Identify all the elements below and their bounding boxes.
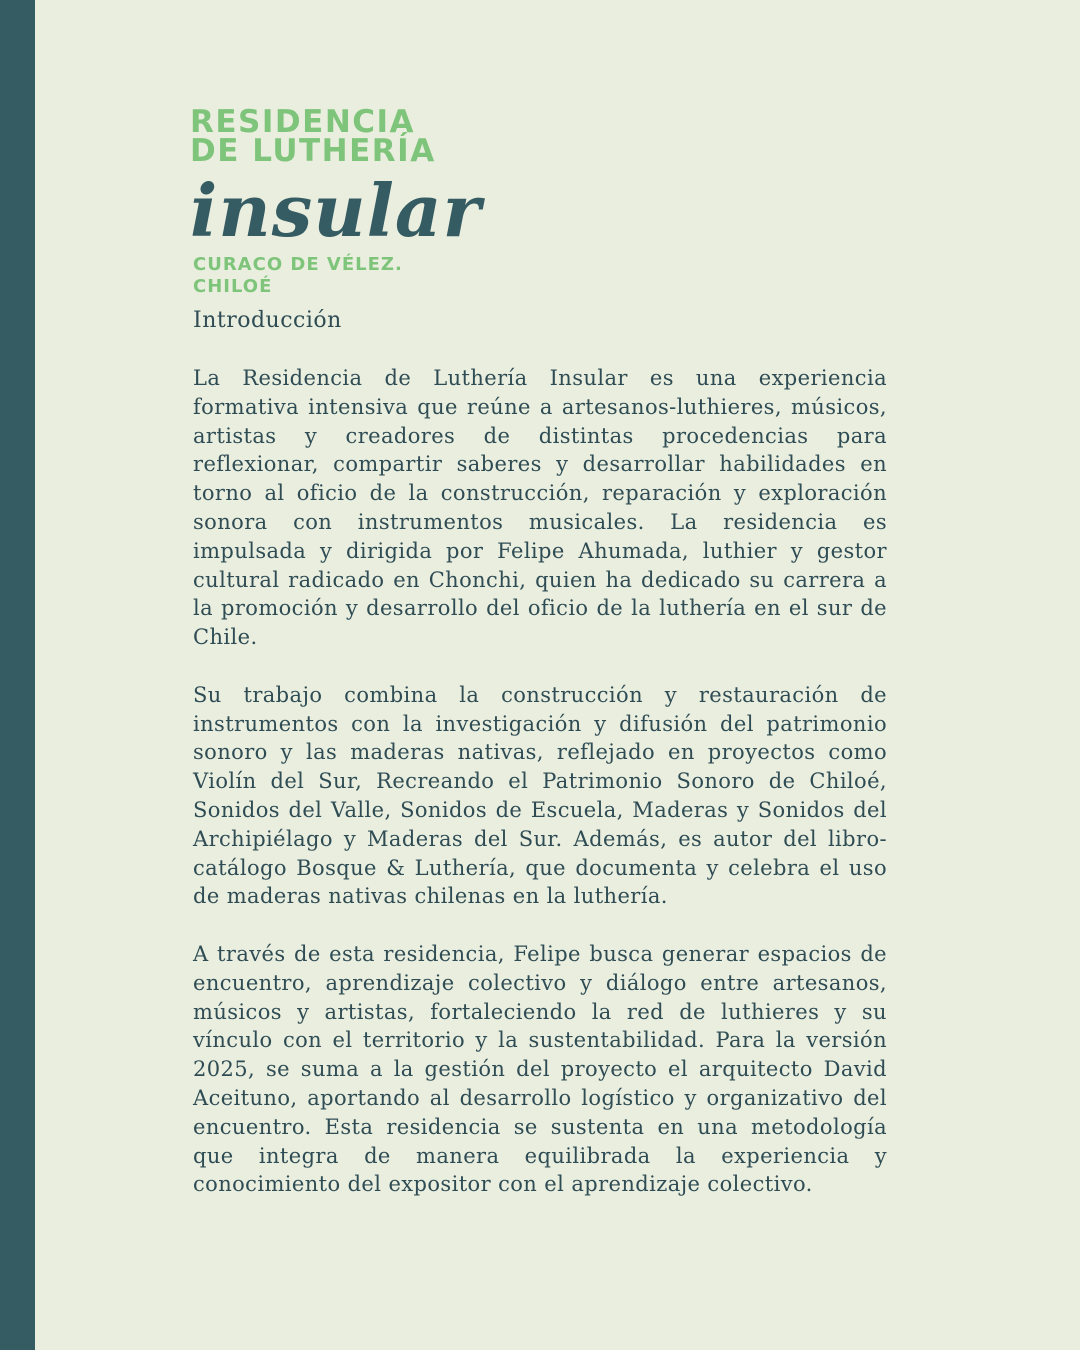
logo-title-line-2: DE LUTHERÍA (190, 133, 436, 169)
logo-title (190, 104, 436, 169)
section-title: Introducción (193, 308, 342, 333)
paragraph-1: La Residencia de Luthería Insular es una experiencia formativa intensiva que reúne a artesanos-luthieres, músicos, artistas y creadores de distintas procedencias para reflexionar, compartir saberes y desarrollar habilidades en torno al oficio de la construcción, reparación y exploración sonora con instrumentos musicales. La residencia es impulsada y dirigida por Felipe Ahumada, luthier y gestor cultural radicado en Chonchi, quien ha dedicado su carrera a la promoción y desarrollo del oficio de la luthería en el sur de Chile. (193, 366, 887, 650)
location (193, 254, 403, 298)
paragraph-2: Su trabajo combina la construcción y restauración de instrumentos con la investigación y difusión del patrimonio sonoro y las maderas nativas, reflejado en proyectos como Violín del Sur, Recreando el Patrimonio Sonoro de Chiloé, Sonidos del Valle, Sonidos de Escuela, Maderas y Sonidos del Archipiélago y Maderas del Sur. Además, es autor del libro-catálogo Bosque & Luthería, que documenta y celebra el uso de maderas nativas chilenas en la luthería. (193, 682, 887, 909)
logo-script-word: insular (190, 168, 482, 253)
body-text (193, 364, 887, 1199)
side-bar (0, 0, 35, 1350)
paragraph-3: A través de esta residencia, Felipe busca generar espacios de encuentro, aprendizaje colectivo y diálogo entre artesanos, músicos y artistas, fortaleciendo la red de luthieres y su vínculo con el territorio y la sustentabilidad. Para la versión 2025, se suma a la gestión del proyecto el arquitecto David Aceituno, aportando al desarrollo logístico y organizativo del encuentro. Esta residencia se sustenta en una metodología que integra de manera equilibrada la experiencia y conocimiento del expositor con el aprendizaje colectivo. (193, 941, 887, 1197)
logo-title-line-1: RESIDENCIA (190, 104, 416, 140)
location-line-2: CHILOÉ (193, 276, 273, 297)
location-line-1: CURACO DE VÉLEZ. (193, 254, 403, 275)
